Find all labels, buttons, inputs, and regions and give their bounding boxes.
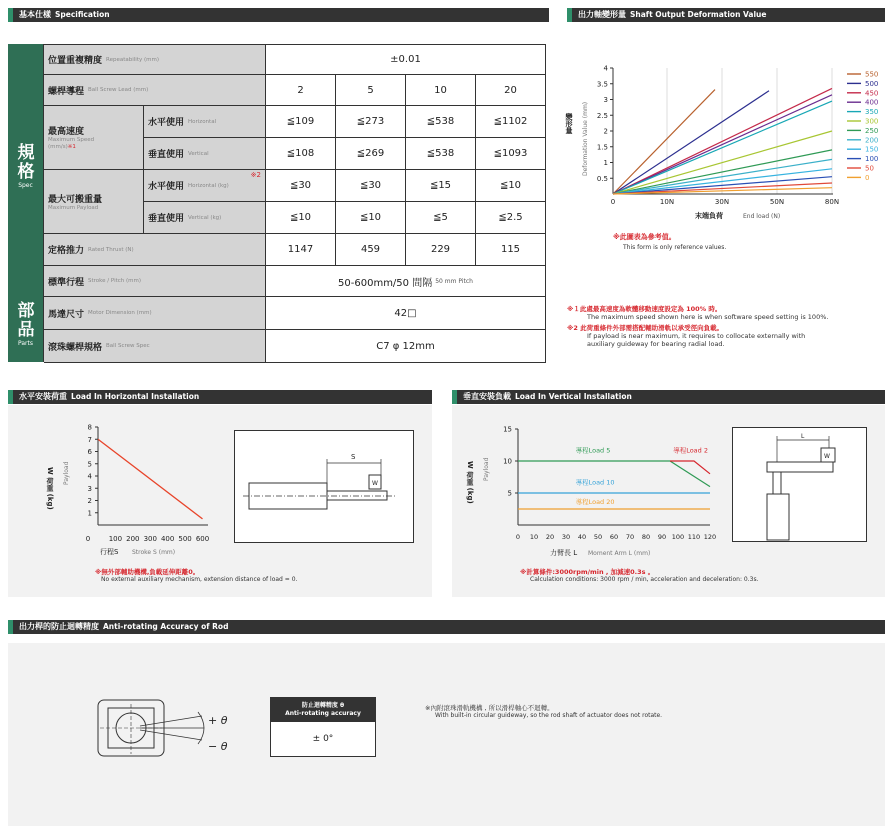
parts-side-en: Parts xyxy=(18,340,33,347)
speed-horiz-label-cell xyxy=(144,106,266,138)
rot-note-en: With built-in circular guideway, so the rod shaft of actuator does not rotate. xyxy=(435,712,663,719)
deform-ylabel-en: Deformation Value (mm) xyxy=(582,101,589,176)
vert-xtick-label: 50 xyxy=(593,533,603,541)
deform-ytick-label: 4 xyxy=(603,64,608,73)
screw-sub: Ball Screw Spec xyxy=(106,343,150,349)
vert-xtick-label: 80 xyxy=(641,533,651,541)
vert-xtick-label: 10 xyxy=(529,533,539,541)
payload-v-cell: ≦5 xyxy=(406,202,476,234)
payload-vert-label-cell xyxy=(144,202,266,234)
deform-legend-label: 400 xyxy=(865,98,879,107)
rot-header-en: Anti-rotating Accuracy of Rod xyxy=(103,622,229,631)
speed-mark: ※1 xyxy=(67,144,76,150)
rot-box-title-en: Anti-rotating accuracy xyxy=(285,710,361,717)
motor-value: 42□ xyxy=(266,297,546,330)
payload-sub: Maximum Payload xyxy=(48,204,99,211)
spec-table xyxy=(43,44,546,362)
screw-value: C7 φ 12mm xyxy=(266,330,546,363)
vert-diagram-w: W xyxy=(824,453,830,460)
deform-legend-label: 500 xyxy=(865,79,879,88)
rot-diagram xyxy=(90,690,250,770)
thrust-cell: 1147 xyxy=(266,234,336,266)
vert-ylabel-en: Payload xyxy=(483,457,490,481)
repeat-label-cell xyxy=(44,45,266,75)
speed-horiz-label: 水平使用 xyxy=(148,118,185,128)
spec-header xyxy=(8,8,549,22)
rot-plus: + θ xyxy=(208,714,228,727)
horiz-note xyxy=(95,568,435,584)
deform-series-line xyxy=(613,88,832,194)
speed-v-cell: ≦269 xyxy=(336,138,406,170)
speed-h-cell: ≦273 xyxy=(336,106,406,138)
deform-xlabel-en: End load (N) xyxy=(743,213,781,220)
vert-xtick-label: 20 xyxy=(545,533,555,541)
horiz-xtick-label: 300 xyxy=(143,535,157,543)
note2-zh: ※2 此荷重條件外部需搭配輔助滑軌以承受徑向負載。 xyxy=(567,324,724,332)
vert-xtick-label: 110 xyxy=(687,533,701,541)
horiz-ytick-label: 1 xyxy=(87,509,92,518)
deform-legend-label: 0 xyxy=(865,173,870,182)
deform-header xyxy=(567,8,885,22)
horiz-ytick-label: 5 xyxy=(87,460,92,469)
thrust-cell: 115 xyxy=(476,234,546,266)
deform-ytick-label: 3 xyxy=(603,96,608,104)
deform-ytick-label: 0.5 xyxy=(596,174,608,183)
deform-legend-label: 150 xyxy=(865,145,879,154)
deform-chart xyxy=(565,28,887,258)
horiz-ylabel-en: Payload xyxy=(63,461,70,485)
spec-header-zh: 基本仕樣 xyxy=(19,10,51,19)
speed-sub2: (mm/s) xyxy=(48,144,68,150)
parts-side-zh: 部品 xyxy=(17,301,35,340)
horiz-xtick-label: 100 xyxy=(108,535,123,543)
payload-label: 最大可搬重量 xyxy=(48,194,103,205)
payload-label-cell xyxy=(44,170,144,234)
spec-side-zh: 規格 xyxy=(17,143,35,182)
rot-ray-up xyxy=(140,716,202,726)
vert-line-label: 導程Load 20 xyxy=(575,497,615,506)
lead-sub: Ball Screw Lead (mm) xyxy=(88,87,149,93)
vert-xlabel-zh: 力臂長 L xyxy=(550,549,578,557)
rot-box-value: ± 0° xyxy=(312,734,334,744)
horiz-ytick-label: 8 xyxy=(87,423,92,432)
vert-xtick-label: 120 xyxy=(703,533,717,541)
speed-h-cell: ≦538 xyxy=(406,106,476,138)
deform-legend-label: 200 xyxy=(865,136,879,145)
horiz-note-zh: ※無外部輔助機構,負載延伸距離0。 xyxy=(95,568,200,576)
thrust-cell: 229 xyxy=(406,234,476,266)
vert-ylabel: W 荷重 (kg) xyxy=(466,461,474,504)
payload-v-cell: ≦10 xyxy=(336,202,406,234)
speed-sub1: Maximum Speed xyxy=(48,137,95,143)
horiz-ytick-label: 7 xyxy=(87,435,92,444)
payload-horiz-label-cell xyxy=(144,170,266,202)
horiz-diagram xyxy=(234,430,414,543)
rot-note-zh: ※內附滾珠滑軌機構 , 所以滑桿軸心不迴轉。 xyxy=(425,704,554,712)
payload-h-cell: ≦10 xyxy=(476,170,546,202)
repeat-sub: Repeatability (mm) xyxy=(106,56,159,63)
horiz-diagram-s: S xyxy=(351,453,356,461)
lead-cell: 5 xyxy=(336,75,406,106)
vert-ytick-label: 5 xyxy=(507,489,512,498)
screw-label-cell xyxy=(44,330,266,363)
vert-header xyxy=(452,390,885,404)
spec-header-en: Specification xyxy=(55,10,110,19)
deform-series-line xyxy=(613,101,832,194)
horiz-xtick-label: 500 xyxy=(178,535,192,543)
deform-note-en: This form is only reference values. xyxy=(623,244,727,251)
motor-sub: Motor Dimension (mm) xyxy=(88,310,152,316)
vert-chart xyxy=(460,415,720,565)
deform-legend-label: 550 xyxy=(865,70,879,79)
deform-xtick-label: 30N xyxy=(714,198,730,206)
deform-legend-label: 300 xyxy=(865,117,879,126)
horiz-xtick-label: 200 xyxy=(126,535,140,543)
lead-label: 螺桿導程 xyxy=(48,86,85,97)
speed-label: 最高速度 xyxy=(48,127,85,137)
payload-horiz-label: 水平使用 xyxy=(148,182,185,192)
vert-xtick-label: 90 xyxy=(657,533,667,541)
deform-legend-label: 50 xyxy=(865,164,874,173)
vert-diagram-svg xyxy=(733,428,866,541)
payload-h-cell: ≦30 xyxy=(336,170,406,202)
lead-cell: 10 xyxy=(406,75,476,106)
deform-xtick-label: 0 xyxy=(610,198,616,206)
vert-ytick-label: 10 xyxy=(503,457,512,466)
horiz-ylabel: W 荷重 (kg) xyxy=(46,467,54,510)
deform-ylabel-zh: 變形量 xyxy=(565,113,573,134)
vert-load2-line xyxy=(670,461,710,474)
speed-vert-sub: Vertical xyxy=(188,150,209,157)
vert-xtick-label: 60 xyxy=(609,533,619,541)
payload-mark: ※2 xyxy=(250,171,261,179)
vert-line-label: 導程Load 2 xyxy=(673,446,708,455)
horiz-diagram-svg xyxy=(235,431,413,542)
spec-side-label xyxy=(8,44,43,296)
vert-diagram-rod xyxy=(773,472,781,494)
speed-h-cell: ≦1102 xyxy=(476,106,546,138)
horiz-ytick-label: 4 xyxy=(87,472,92,481)
horiz-diagram-w: W xyxy=(372,480,378,487)
thrust-cell: 459 xyxy=(336,234,406,266)
horiz-note-en: No external auxiliary mechanism, extension distance of load = 0. xyxy=(101,576,298,583)
motor-label-cell xyxy=(44,297,266,330)
deform-ytick-label: 2 xyxy=(603,127,608,136)
deform-xtick-label: 10N xyxy=(659,198,675,206)
lead-label-cell xyxy=(44,75,266,106)
payload-h-cell: ≦15 xyxy=(406,170,476,202)
speed-vert-label-cell xyxy=(144,138,266,170)
stroke-label: 標準行程 xyxy=(48,277,85,288)
deform-legend-label: 100 xyxy=(865,155,879,164)
stroke-small: 50 mm Pitch xyxy=(435,277,473,285)
stroke-sub: Stroke / Pitch (mm) xyxy=(88,278,142,284)
note1-zh: ※１此處最高速度為軟體移動速度設定為 100% 時。 xyxy=(567,305,722,313)
note2-en1: If payload is near maximum, it requires to collocate externally with xyxy=(587,332,806,340)
stroke-value: 50-600mm/50 間隔 xyxy=(338,277,433,289)
vert-diagram-body xyxy=(767,494,789,540)
horiz-origin-label: 0 xyxy=(85,535,91,543)
vert-note xyxy=(520,568,880,584)
horiz-chart xyxy=(40,415,230,580)
rot-box-title xyxy=(271,698,375,722)
speed-label-cell xyxy=(44,106,144,170)
deform-xtick-label: 80N xyxy=(824,198,840,206)
deform-note-zh: ※此圖表為參考值。 xyxy=(613,233,676,241)
speed-vert-label: 垂直使用 xyxy=(148,150,185,160)
payload-v-cell: ≦2.5 xyxy=(476,202,546,234)
rot-header xyxy=(8,620,885,634)
speed-sub2-wrap xyxy=(48,144,76,151)
speed-v-cell: ≦108 xyxy=(266,138,336,170)
vert-xtick-label: 40 xyxy=(577,533,587,541)
parts-side-label xyxy=(8,296,43,362)
horiz-header-zh: 水平安裝荷重 xyxy=(19,392,67,401)
repeat-label: 位置重複精度 xyxy=(48,56,103,66)
vert-xtick-label: 30 xyxy=(561,533,571,541)
thrust-label: 定格推力 xyxy=(48,246,85,256)
horiz-header-en: Load In Horizontal Installation xyxy=(71,392,200,401)
payload-v-cell: ≦10 xyxy=(266,202,336,234)
vert-xtick-label: 70 xyxy=(625,533,635,541)
payload-h-cell: ≦30 xyxy=(266,170,336,202)
stroke-label-cell xyxy=(44,266,266,297)
screw-label: 滾珠螺桿規格 xyxy=(48,342,103,353)
rot-box-title-zh: 防止迴轉精度 θ xyxy=(301,702,345,709)
speed-v-cell: ≦1093 xyxy=(476,138,546,170)
vert-xtick-label: 100 xyxy=(671,533,685,541)
horiz-ytick-label: 6 xyxy=(87,448,92,456)
vert-diagram-l: L xyxy=(801,433,805,440)
thrust-sub: Rated Thrust (N) xyxy=(88,246,134,253)
horiz-header xyxy=(8,390,432,404)
lead-cell: 2 xyxy=(266,75,336,106)
notes-block xyxy=(567,305,887,348)
horiz-diagram-rod xyxy=(327,491,387,500)
horiz-ytick-label: 3 xyxy=(87,484,92,493)
payload-vert-label: 垂直使用 xyxy=(148,214,185,224)
deform-ytick-label: 1.5 xyxy=(596,143,608,152)
speed-h-cell: ≦109 xyxy=(266,106,336,138)
deform-ytick-label: 1 xyxy=(603,159,608,167)
horiz-ytick-label: 2 xyxy=(87,497,92,505)
repeat-value: ±0.01 xyxy=(266,45,546,75)
payload-vert-sub: Vertical (kg) xyxy=(188,214,222,221)
note2-en2: auxiliary guideway for bearing radial load. xyxy=(587,340,725,348)
spec-side-en: Spec xyxy=(18,182,33,189)
deform-legend-label: 250 xyxy=(865,126,879,135)
deform-legend-label: 350 xyxy=(865,108,879,117)
vert-ytick-label: 15 xyxy=(503,425,512,434)
rot-note xyxy=(425,704,845,720)
vert-xtick-label: 0 xyxy=(515,533,521,541)
vert-xlabel-en: Moment Arm L (mm) xyxy=(588,550,651,557)
deform-header-zh: 出力軸變形量 xyxy=(578,10,626,19)
motor-label: 馬達尺寸 xyxy=(48,309,85,320)
deform-ytick-label: 2.5 xyxy=(596,111,608,120)
deform-series-line xyxy=(613,90,715,194)
note1-en: The maximum speed shown here is when software speed setting is 100%. xyxy=(587,313,829,321)
deform-legend-label: 450 xyxy=(865,89,879,98)
thrust-label-cell xyxy=(44,234,266,266)
rot-ray-down xyxy=(140,730,202,740)
vert-line-label: 導程Load 10 xyxy=(575,478,615,487)
payload-horiz-sub: Horizontal (kg) xyxy=(188,182,229,189)
speed-v-cell: ≦538 xyxy=(406,138,476,170)
lead-cell: 20 xyxy=(476,75,546,106)
vert-note-en: Calculation conditions: 3000 rpm / min, acceleration and deceleration: 0.3s. xyxy=(530,576,759,583)
deform-xlabel-zh: 末端負荷 xyxy=(695,212,723,220)
rot-box xyxy=(270,697,376,757)
deform-header-en: Shaft Output Deformation Value xyxy=(630,10,767,19)
horiz-xtick-label: 600 xyxy=(195,535,210,543)
vert-line-label: 導程Load 5 xyxy=(575,446,611,455)
vert-diagram xyxy=(732,427,867,542)
vert-header-zh: 垂直安裝負載 xyxy=(463,392,511,401)
vert-header-en: Load In Vertical Installation xyxy=(515,392,632,401)
deform-ytick-label: 3.5 xyxy=(596,80,608,89)
vert-note-zh: ※計算條件:3000rpm/min , 加減速0.3s 。 xyxy=(520,568,655,576)
deform-xtick-label: 50N xyxy=(769,198,785,206)
horiz-xtick-label: 400 xyxy=(160,535,175,543)
rot-header-zh: 出力桿的防止迴轉精度 xyxy=(19,622,99,631)
horiz-payload-line xyxy=(98,439,203,519)
speed-horiz-sub: Horizontal xyxy=(188,118,217,125)
rot-minus: − θ xyxy=(208,740,228,753)
vert-diagram-arm xyxy=(767,462,833,472)
horiz-xlabel-en: Stroke S (mm) xyxy=(132,549,176,556)
stroke-value-cell xyxy=(266,266,546,297)
horiz-xlabel-zh: 行程S xyxy=(100,548,119,556)
